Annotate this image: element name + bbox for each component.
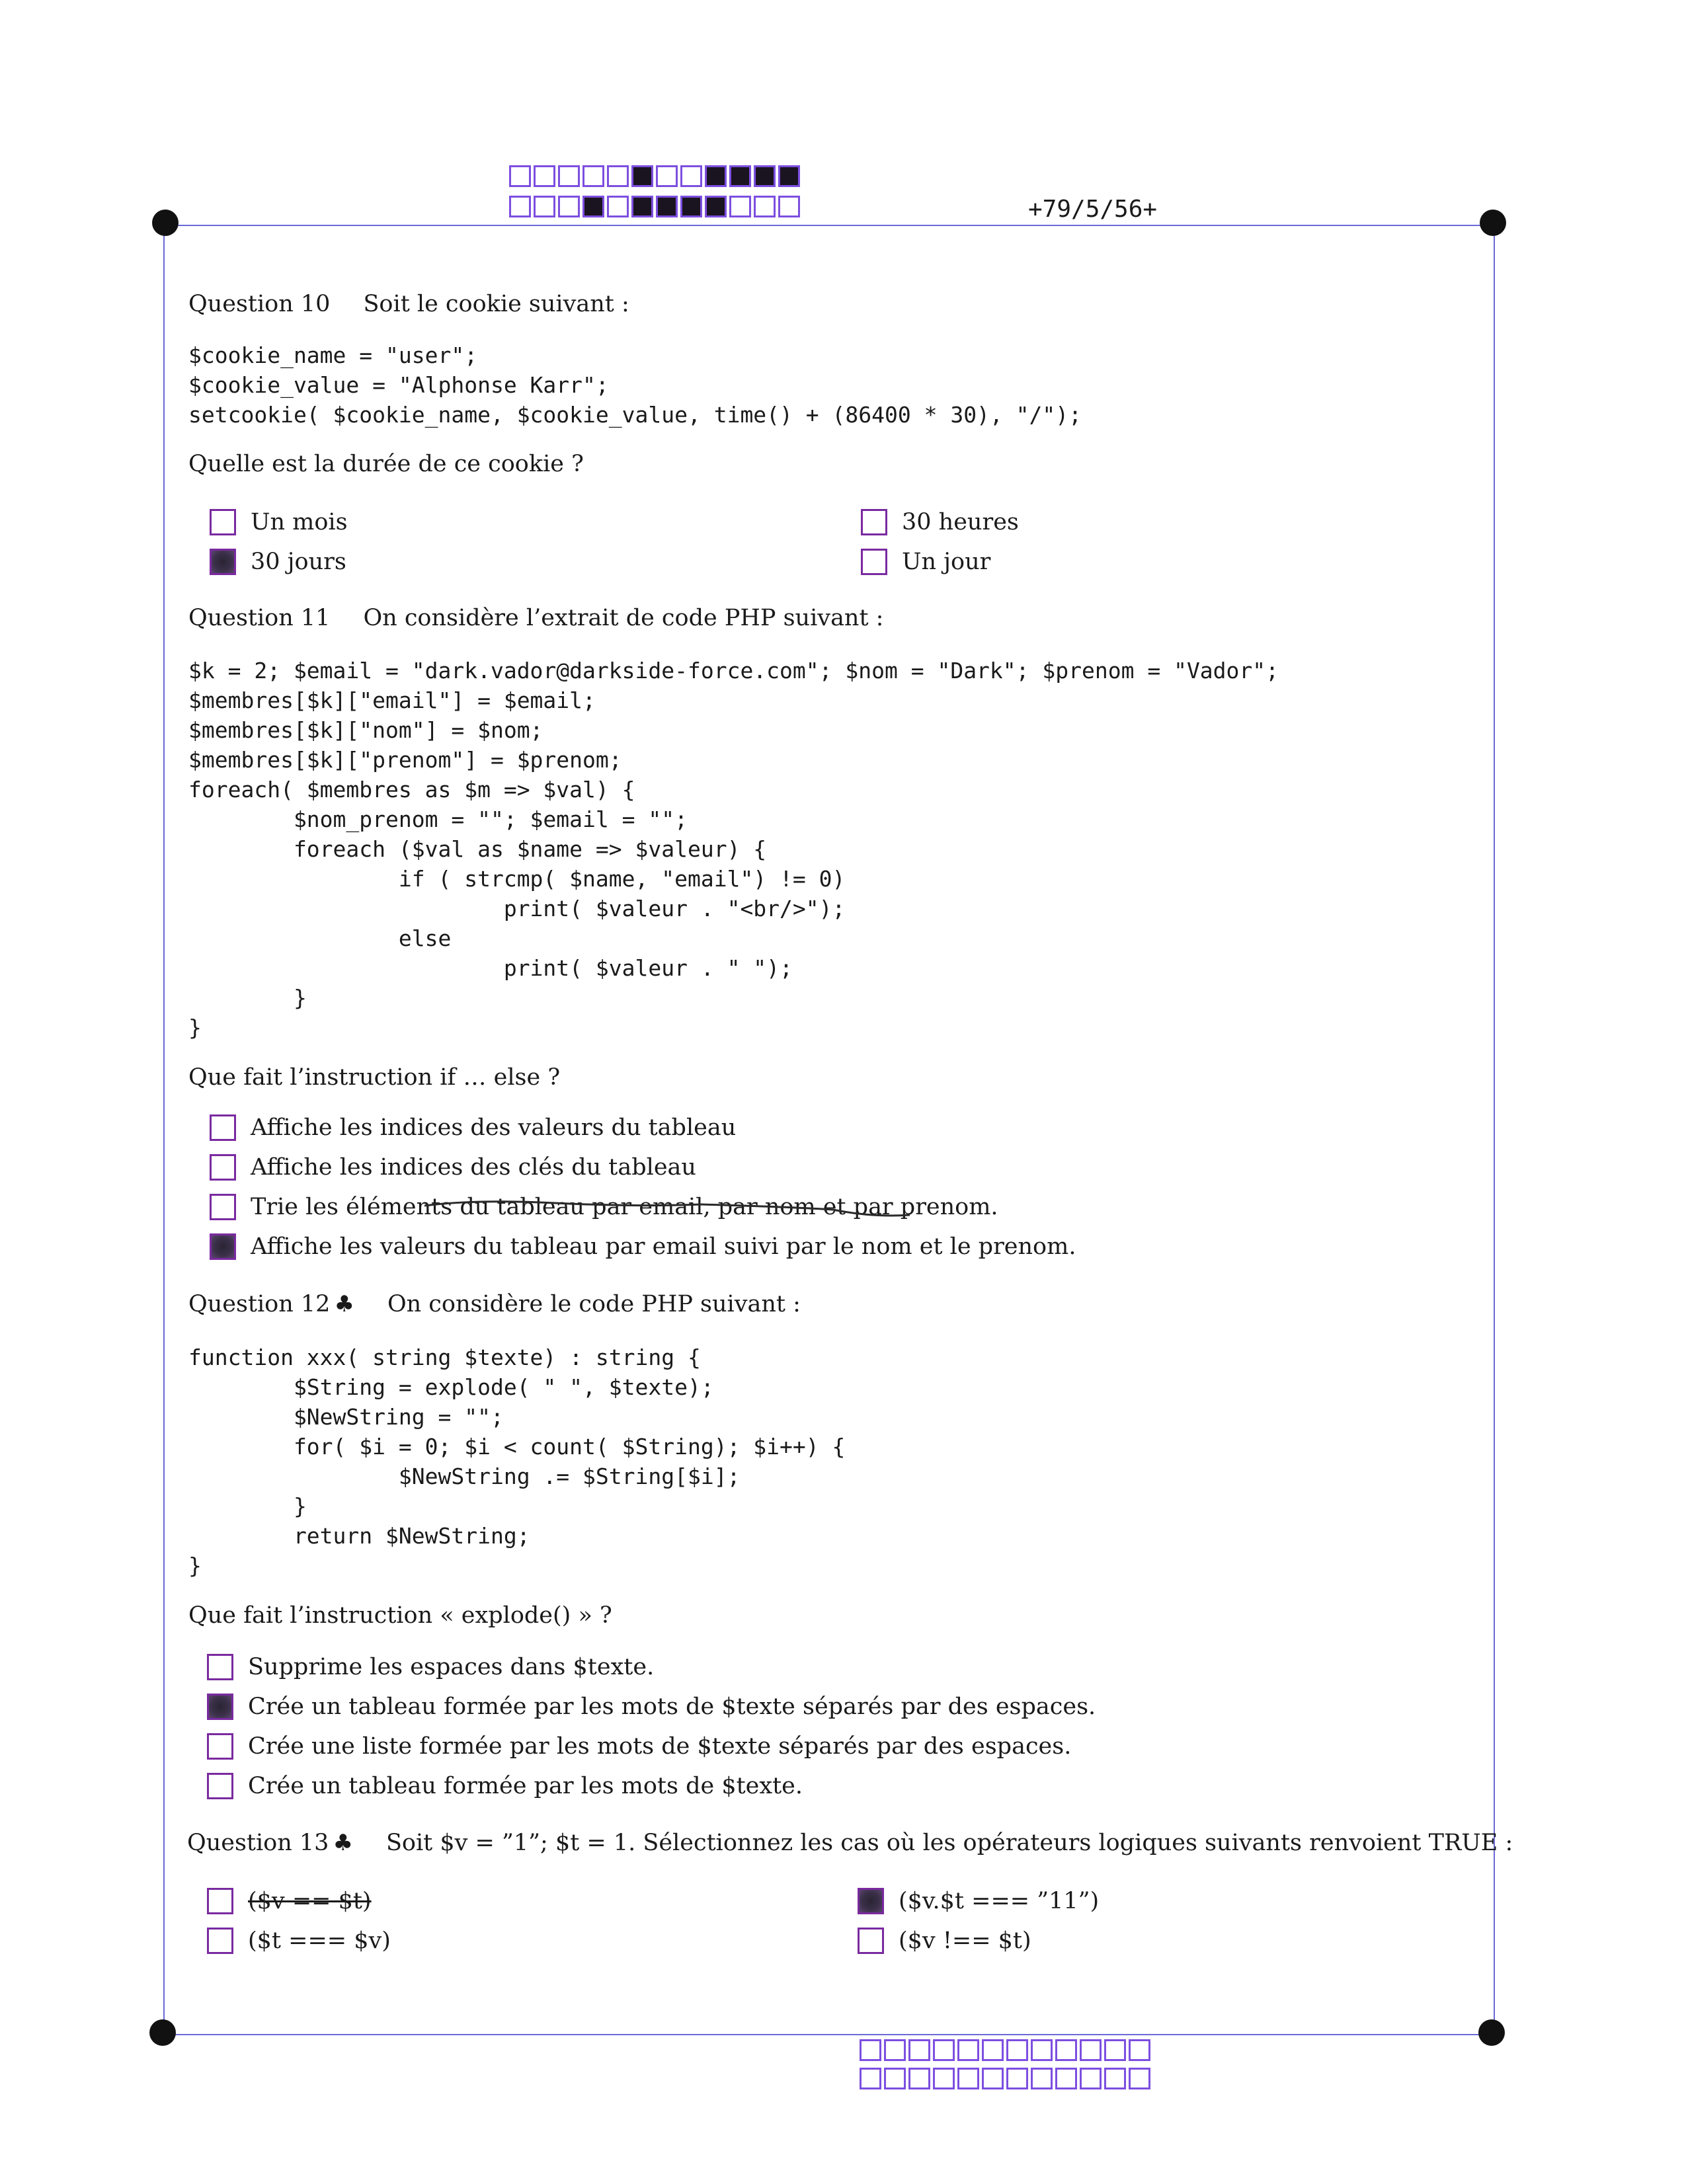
top-barcode-row-2 bbox=[509, 196, 800, 217]
barcode-cell bbox=[656, 196, 678, 217]
option-label: ($t === $v) bbox=[248, 1928, 391, 1954]
checkbox[interactable] bbox=[207, 1694, 233, 1720]
barcode-cell bbox=[509, 196, 531, 217]
q10-option-1[interactable] bbox=[210, 509, 348, 535]
question-label: Question 11 bbox=[188, 605, 331, 631]
barcode-cell bbox=[778, 165, 800, 187]
checkbox[interactable] bbox=[210, 549, 236, 575]
barcode-cell bbox=[957, 2068, 979, 2089]
barcode-cell bbox=[1006, 2039, 1028, 2061]
question-label: Question 12 bbox=[188, 1291, 331, 1317]
barcode-cell bbox=[1080, 2039, 1102, 2061]
option-label: ($v !== $t) bbox=[899, 1928, 1031, 1954]
option-label: 30 jours bbox=[251, 549, 346, 575]
checkbox[interactable] bbox=[207, 1733, 233, 1760]
top-barcode-row-1 bbox=[509, 165, 800, 187]
q12-option-2[interactable] bbox=[207, 1694, 1096, 1720]
barcode-cell bbox=[1031, 2039, 1053, 2061]
barcode-cell bbox=[982, 2068, 1004, 2089]
q12-option-4[interactable] bbox=[207, 1773, 803, 1799]
checkbox[interactable] bbox=[861, 549, 887, 575]
question-10-prompt: Quelle est la durée de ce cookie ? bbox=[188, 451, 584, 477]
barcode-cell bbox=[558, 165, 580, 187]
barcode-cell bbox=[534, 196, 555, 217]
q10-option-2[interactable] bbox=[210, 549, 346, 575]
registration-dot-top-right bbox=[1480, 210, 1506, 236]
question-text: On considère l’extrait de code PHP suivant : bbox=[363, 605, 884, 631]
question-label: Question 10 bbox=[188, 291, 331, 317]
barcode-cell bbox=[884, 2039, 906, 2061]
registration-dot-bottom-right bbox=[1478, 2019, 1505, 2046]
barcode-cell bbox=[705, 196, 727, 217]
question-text: On considère le code PHP suivant : bbox=[387, 1291, 801, 1317]
option-label: Affiche les valeurs du tableau par email suivi par le nom et le prenom. bbox=[251, 1233, 1076, 1260]
q13-option-2[interactable] bbox=[207, 1928, 391, 1954]
barcode-cell bbox=[1129, 2039, 1150, 2061]
checkbox[interactable] bbox=[207, 1928, 233, 1954]
question-11-code: $k = 2; $email = "dark.vador@darkside-force.com"; $nom = "Dark"; $prenom = "Vador"; $membres[$k]["email"] = $email; $membres[$k]["nom"] = $nom; $membres[$k]["prenom"] = $prenom; foreach( $membres as $m => $val) { $nom_prenom = ""; $email = ""; foreach ($val as $name => $valeur) { if ( strcmp( $name, "email") != 0) print( $valeur . "<br/>"); else print( $valeur . " "); } } bbox=[188, 658, 1279, 1040]
question-10-code: $cookie_name = "user"; $cookie_value = "Alphonse Karr"; setcookie( $cookie_name, $cookie_value, time() + (86400 * 30), "/"); bbox=[188, 342, 1082, 428]
question-12-prompt: Que fait l’instruction « explode() » ? bbox=[188, 1602, 612, 1629]
barcode-cell bbox=[1006, 2068, 1028, 2089]
q13-option-3[interactable] bbox=[858, 1888, 1099, 1914]
barcode-cell bbox=[729, 165, 751, 187]
question-text: Soit $v = ”1”; $t = 1. Sélectionnez les cas où les opérateurs logiques suivants renvoient TRUE : bbox=[385, 1830, 1513, 1856]
barcode-cell bbox=[680, 196, 702, 217]
barcode-cell bbox=[860, 2039, 881, 2061]
q13-option-1[interactable] bbox=[207, 1888, 372, 1914]
barcode-cell bbox=[656, 165, 678, 187]
question-10-header bbox=[188, 291, 629, 317]
question-text: Soit le cookie suivant : bbox=[363, 291, 629, 317]
option-label: Affiche les indices des valeurs du tableau bbox=[251, 1114, 737, 1141]
barcode-cell bbox=[884, 2068, 906, 2089]
barcode-cell bbox=[582, 165, 604, 187]
barcode-cell bbox=[908, 2039, 930, 2061]
q13-option-4[interactable] bbox=[858, 1928, 1031, 1954]
barcode-cell bbox=[631, 196, 653, 217]
checkbox[interactable] bbox=[210, 1114, 236, 1141]
registration-dot-top-left bbox=[152, 210, 179, 236]
barcode-cell bbox=[680, 165, 702, 187]
barcode-cell bbox=[1104, 2039, 1126, 2061]
barcode-cell bbox=[778, 196, 800, 217]
checkbox[interactable] bbox=[210, 1194, 236, 1220]
question-11-header bbox=[188, 605, 883, 631]
option-label: 30 heures bbox=[902, 509, 1019, 535]
checkbox[interactable] bbox=[207, 1654, 233, 1680]
hand-drawn-strike-line bbox=[423, 1198, 912, 1224]
checkbox[interactable] bbox=[210, 1154, 236, 1181]
checkbox[interactable] bbox=[207, 1773, 233, 1799]
option-label: Un jour bbox=[902, 549, 991, 575]
barcode-cell bbox=[582, 196, 604, 217]
q12-option-3[interactable] bbox=[207, 1733, 1071, 1760]
q12-option-1[interactable] bbox=[207, 1654, 654, 1680]
checkbox[interactable] bbox=[207, 1888, 233, 1914]
option-label: ($v == $t) bbox=[248, 1888, 372, 1914]
barcode-cell bbox=[982, 2039, 1004, 2061]
checkbox[interactable] bbox=[210, 509, 236, 535]
barcode-cell bbox=[607, 165, 629, 187]
barcode-cell bbox=[860, 2068, 881, 2089]
registration-dot-bottom-left bbox=[149, 2019, 176, 2046]
q10-option-4[interactable] bbox=[861, 549, 990, 575]
option-label: ($v.$t === ”11”) bbox=[899, 1888, 1100, 1914]
option-label: Affiche les indices des clés du tableau bbox=[251, 1154, 696, 1181]
q11-option-1[interactable] bbox=[210, 1114, 736, 1141]
question-12-code: function xxx( string $texte) : string { $String = explode( " ", $texte); $NewString = ""; for( $i = 0; $i < count( $String); $i++) { $NewString .= $String[$i]; } return $NewString; } bbox=[188, 1345, 846, 1579]
bottom-barcode-row-1 bbox=[860, 2039, 1150, 2061]
bottom-barcode-row-2 bbox=[860, 2068, 1150, 2089]
page-id: +79/5/56+ bbox=[1028, 196, 1158, 223]
barcode-cell bbox=[754, 196, 776, 217]
barcode-cell bbox=[509, 165, 531, 187]
barcode-cell bbox=[729, 196, 751, 217]
option-label: Trie les éléments du tableau par email, par nom et par prenom. bbox=[251, 1194, 998, 1220]
club-icon: ♣ bbox=[334, 1291, 354, 1317]
barcode-cell bbox=[1104, 2068, 1126, 2089]
checkbox[interactable] bbox=[858, 1928, 884, 1954]
q11-option-4[interactable] bbox=[210, 1233, 1076, 1260]
question-12-header bbox=[188, 1291, 801, 1317]
option-label: Crée un tableau formée par les mots de $texte séparés par des espaces. bbox=[248, 1694, 1096, 1720]
barcode-cell bbox=[1055, 2068, 1077, 2089]
question-label: Question 13 bbox=[187, 1830, 329, 1856]
barcode-cell bbox=[1129, 2068, 1150, 2089]
barcode-cell bbox=[908, 2068, 930, 2089]
barcode-cell bbox=[957, 2039, 979, 2061]
barcode-cell bbox=[558, 196, 580, 217]
q11-option-2[interactable] bbox=[210, 1154, 696, 1181]
club-icon: ♣ bbox=[333, 1830, 353, 1856]
checkbox[interactable] bbox=[861, 509, 887, 535]
barcode-cell bbox=[1055, 2039, 1077, 2061]
barcode-cell bbox=[933, 2068, 955, 2089]
checkbox[interactable] bbox=[858, 1888, 884, 1914]
barcode-cell bbox=[1080, 2068, 1102, 2089]
option-label: Crée une liste formée par les mots de $texte séparés par des espaces. bbox=[248, 1733, 1072, 1760]
barcode-cell bbox=[631, 165, 653, 187]
barcode-cell bbox=[933, 2039, 955, 2061]
option-label: Crée un tableau formée par les mots de $texte. bbox=[248, 1773, 803, 1799]
option-label: Supprime les espaces dans $texte. bbox=[248, 1654, 655, 1680]
checkbox[interactable] bbox=[210, 1233, 236, 1260]
question-11-prompt: Que fait l’instruction if … else ? bbox=[188, 1064, 561, 1091]
barcode-cell bbox=[607, 196, 629, 217]
barcode-cell bbox=[534, 165, 555, 187]
barcode-cell bbox=[705, 165, 727, 187]
barcode-cell bbox=[1031, 2068, 1053, 2089]
option-label: Un mois bbox=[251, 509, 348, 535]
question-13-header bbox=[187, 1830, 1513, 1856]
q10-option-3[interactable] bbox=[861, 509, 1019, 535]
barcode-cell bbox=[754, 165, 776, 187]
